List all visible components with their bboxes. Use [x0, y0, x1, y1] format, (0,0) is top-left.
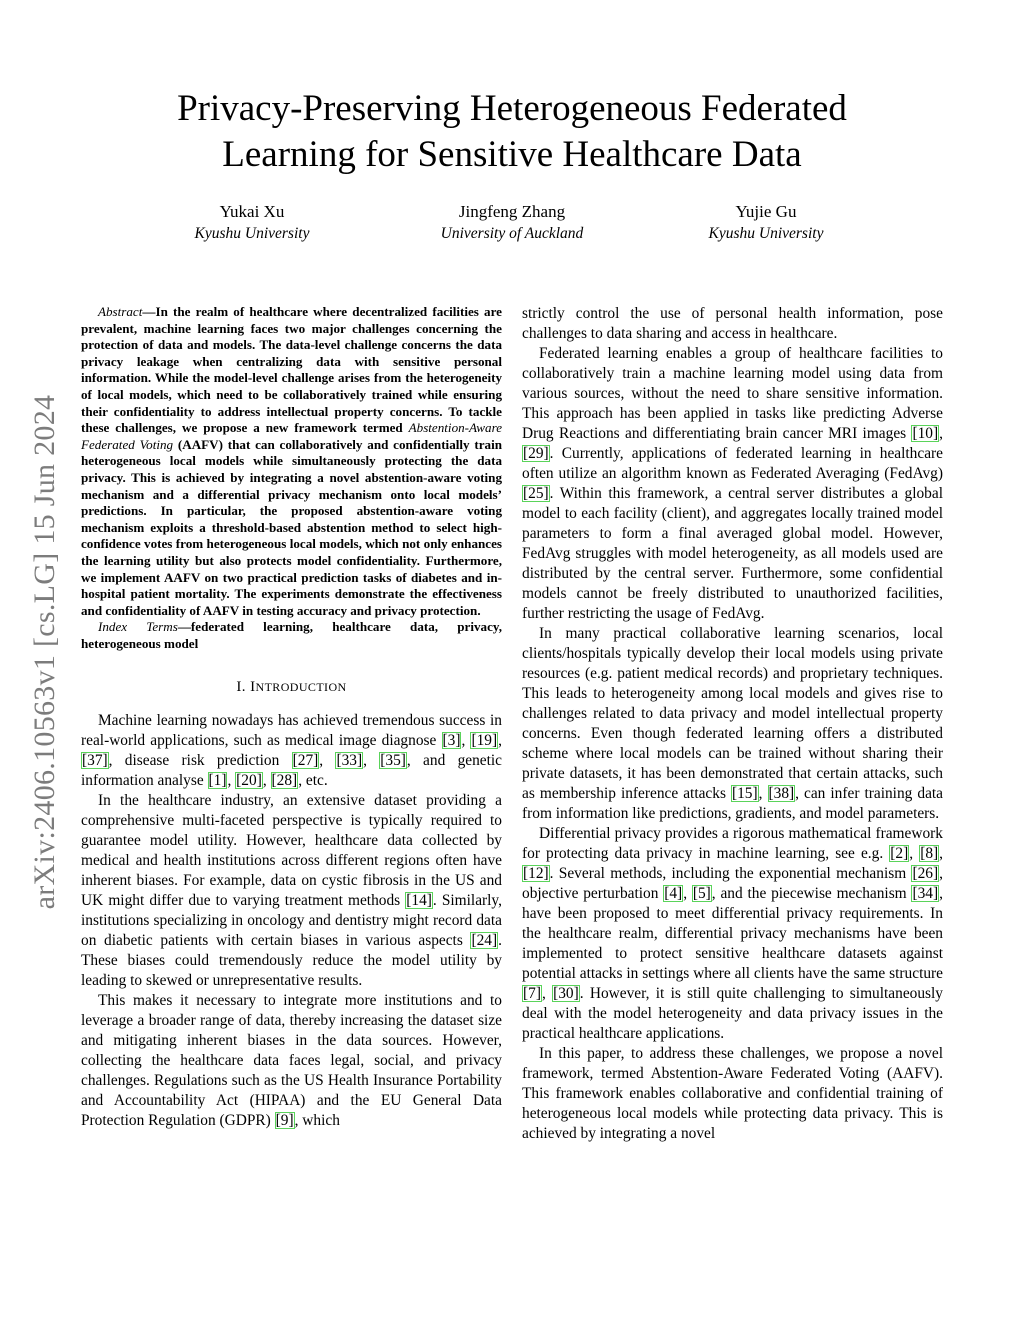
author-name: Jingfeng Zhang — [458, 202, 566, 221]
citation-link[interactable]: [30] — [553, 985, 579, 1002]
paragraph-text: , — [227, 772, 236, 790]
paragraph-text: , and the piecewise mechanism — [711, 885, 912, 902]
citation-link[interactable]: [12] — [523, 865, 549, 882]
paragraph-text: , can infer training data from information like predictions, gradients, and model parameters. — [522, 785, 944, 822]
citation-link[interactable]: [37] — [82, 752, 108, 770]
paragraph-text: strictly control the use of personal health information, pose challenges to data sharing and access in healthcare. — [522, 305, 943, 342]
right-column — [522, 304, 943, 1144]
paragraph-text: . Within this framework, a central server distributes a global model to each facility (client), and aggregates locally trained model parameters to form a final averaged global model. However, FedAvg struggles with model heterogeneity, as all models used are distributed by the central server. Furthermore, some confidential models cannot be freely distributed to unauthorized facilities, further restricting the usage of FedAvg. — [522, 485, 943, 622]
citation-link[interactable]: [19] — [471, 732, 498, 750]
citation-link[interactable]: [20] — [236, 772, 262, 790]
paragraph-text: , — [262, 772, 271, 790]
paragraph-text: , — [363, 752, 380, 770]
citation-link[interactable]: [2] — [890, 845, 909, 862]
intro-paragraph — [522, 344, 943, 624]
arxiv-identifier-text: arXiv:2406.10563v1 [cs.LG] 15 Jun 2024 — [28, 394, 61, 910]
abstract-label: Abstract — [98, 304, 143, 319]
paragraph-text: , — [758, 785, 768, 802]
title-line-2: Learning for Sensitive Healthcare Data — [222, 134, 802, 175]
intro-paragraph — [81, 711, 502, 791]
paragraph-text: , which — [294, 1112, 340, 1130]
paragraph-text: , — [939, 425, 943, 442]
citation-link[interactable]: [35] — [380, 752, 406, 770]
citation-link[interactable]: [15] — [731, 785, 758, 802]
paragraph-text: , and genetic information analyse — [81, 752, 503, 790]
author-block — [636, 201, 896, 245]
abstract-paragraph — [81, 304, 502, 619]
citation-link[interactable]: [29] — [523, 445, 549, 462]
paragraph-text: . Similarly, institutions specializing in oncology and dentistry might record data on diabetic patients with certain biases in various aspects — [81, 892, 502, 950]
citation-link[interactable]: [10] — [912, 425, 939, 442]
paragraph-text: In many practical collaborative learning scenarios, local clients/hospitals typically develop their local models using private resources (e.g. patient medical records) and proprietary techniques. This leads to heterogeneity among local models and gives rise to challenges related to data privacy and model intellectual property concerns. Even though federated learning offers a distributed scheme where local models can be trained without sharing their private datasets, it has been demonstrated that certain attacks, such as membership inference attacks — [522, 625, 943, 802]
citation-link[interactable]: [24] — [471, 932, 498, 950]
abstract-body-continued: (AAFV) that can collaboratively and confidentially train heterogeneous local models while simultaneously protecting the data privacy. This is achieved by integrating a novel abstention-aware voting mechanism and a differential privacy mechanism onto local models’ predictions. In particular, the proposed abstention-aware voting mechanism exploits a threshold-based abstention method to select high-confidence votes from heterogeneous local models, which not only enhances the learning utility but also protects model confidentiality. Furthermore, we implement AAFV on two practical prediction tasks of diabetes and in-hospital patient mortality. The experiments demonstrate the effectiveness and confidentiality of AAFV in testing accuracy and privacy protection. — [81, 436, 503, 618]
index-terms-body: —federated learning, healthcare data, privacy, heterogeneous model — [81, 619, 502, 651]
intro-paragraph — [522, 304, 943, 344]
paragraph-text: , have been proposed to meet differential privacy requirements. In the healthcare realm, differential privacy mechanisms have been implemented to protect sensitive healthcare datasets against potential attacks in settings where all clients have the same structure — [522, 885, 943, 982]
title-line-1: Privacy-Preserving Heterogeneous Federated — [177, 88, 847, 129]
paragraph-text: This makes it necessary to integrate more institutions and to leverage a broader range of data, thereby increasing the dataset size and mitigating inherent biases in the data sources. However, collecting the healthcare data faces legal, social, and privacy challenges. Regulations such as the US Health Insurance Portability and Accountability Act (HIPAA) and the EU General Data Protection Regulation (GDPR) — [81, 992, 502, 1130]
citation-link[interactable]: [26] — [912, 865, 939, 882]
intro-paragraph — [522, 624, 943, 824]
paragraph-text: , etc. — [298, 772, 328, 790]
author-affiliation: University of Auckland — [440, 225, 584, 242]
paragraph-text: Federated learning enables a group of healthcare facilities to collaboratively train a machine learning model using data from various sources, without the need to share sensitive information. This approach has been applied in tasks like predicting Adverse Drug Reactions and differentiating brain cancer MRI images — [522, 345, 943, 442]
paragraph-text: In the healthcare industry, an extensive dataset providing a comprehensive multi-faceted perspective is typically required to guarantee model utility. However, healthcare data collected by medical and health institutions across different regions often have inherent biases. For example, data on cystic fibrosis in the US and UK might differ due to varying treatment methods — [81, 792, 502, 910]
paragraph-text: . These biases could tremendously reduce the model utility by leading to skewed or unrepresentative results. — [81, 932, 502, 990]
paragraph-text: , disease risk prediction — [108, 752, 292, 770]
citation-link[interactable]: [14] — [406, 892, 432, 910]
citation-link[interactable]: [8] — [920, 845, 939, 862]
author-name: Yukai Xu — [219, 202, 285, 221]
citation-link[interactable]: [5] — [692, 885, 711, 902]
intro-paragraph — [81, 791, 502, 991]
abstract-body: —In the realm of healthcare where decentralized facilities are prevalent, machine learning faces two major challenges concerning the protection of data and models. The data-level challenge concerns the data privacy leakage when centralizing data with sensitive personal information. While the model-level challenge arises from the heterogeneity of local models, which need to be collaboratively trained while ensuring their confidentiality to address intellectual property concerns. To tackle these challenges, we propose a new framework termed — [81, 304, 502, 436]
section-heading-introduction: I. INTRODUCTION — [236, 679, 347, 696]
index-terms-label: Index Terms — [98, 619, 178, 635]
paragraph-text: , objective perturbation — [522, 865, 943, 902]
author-block — [122, 201, 382, 245]
citation-link[interactable]: [7] — [523, 985, 541, 1002]
paragraph-text: . Several methods, including the exponential mechanism — [549, 865, 912, 882]
intro-paragraph — [522, 824, 943, 1044]
paper-title — [0, 86, 1024, 178]
citation-link[interactable]: [33] — [336, 752, 363, 770]
intro-paragraph — [522, 1044, 943, 1144]
author-affiliation: Kyushu University — [194, 225, 310, 242]
left-column — [81, 304, 502, 1131]
paragraph-text: , — [909, 845, 920, 862]
citation-link[interactable]: [1] — [208, 772, 227, 790]
abstract — [81, 304, 502, 652]
citation-link[interactable]: [4] — [664, 885, 683, 902]
paragraph-text: , — [319, 752, 336, 770]
citation-link[interactable]: [9] — [275, 1112, 294, 1130]
paragraph-text: . However, it is still quite challenging to simultaneously deal with the model heterogeneity and data privacy issues in the practical healthcare applications. — [522, 985, 943, 1042]
citation-link[interactable]: [27] — [292, 752, 319, 770]
author-affiliation: Kyushu University — [708, 225, 824, 242]
paragraph-text: , — [683, 885, 692, 902]
author-name: Yujie Gu — [735, 202, 797, 221]
paragraph-text: , — [541, 985, 553, 1002]
citation-link[interactable]: [38] — [768, 785, 795, 802]
citation-link[interactable]: [25] — [523, 485, 549, 502]
paragraph-text: In this paper, to address these challenges, we propose a novel framework, termed Abstention-Aware Federated Voting (AAFV). This framework enables collaborative and confidential training of heterogeneous local models while protecting data privacy. This is achieved by integrating a novel — [522, 1045, 943, 1142]
paragraph-text: Differential privacy provides a rigorous mathematical framework for protecting data privacy in machine learning, see e.g. — [522, 825, 943, 862]
intro-paragraph — [81, 991, 502, 1131]
paragraph-text: Machine learning nowadays has achieved tremendous success in real-world applications, such as medical image diagnose — [81, 712, 502, 750]
paragraph-text: , — [498, 732, 502, 750]
paragraph-text: . Currently, applications of federated learning in healthcare often utilize an algorithm known as Federated Averaging (FedAvg) — [522, 445, 943, 482]
paragraph-text: , — [461, 732, 471, 750]
author-block — [382, 201, 642, 245]
paragraph-text: , — [939, 845, 943, 862]
citation-link[interactable]: [3] — [442, 732, 461, 750]
citation-link[interactable]: [34] — [912, 885, 939, 902]
index-terms — [81, 619, 502, 652]
framework-name: Abstention-Aware Federated Voting — [81, 420, 502, 452]
citation-link[interactable]: [28] — [271, 772, 298, 790]
